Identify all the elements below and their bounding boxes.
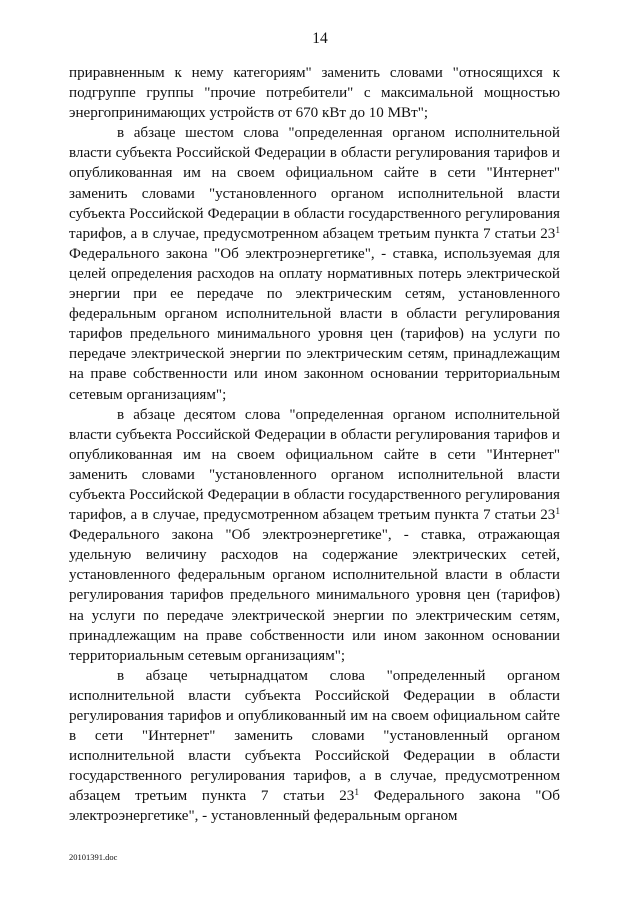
paragraph-text: в абзаце десятом слова "определенная органом исполнительной власти субъекта Российской Федерации в области регулирования тарифов и опубликованная им на своем официальном сайте в сети "Интернет" заменить словами "установленного органом исполнительной власти субъекта Российской Федерации в области государственного регулирования тарифов, а в случае, предусмотренном абзацем третьим пункта 7 статьи 23 bbox=[69, 406, 560, 524]
paragraph-abzac-6 bbox=[69, 123, 560, 404]
paragraph-text: Федерального закона "Об электроэнергетике", - ставка, отражающая удельную величину расходов на содержание электрических сетей, установленного федеральным органом исполнительной власти в области регулирования тарифов предельного минимального уровня цен (тарифов) на услуги по передаче электрической энергии по электрическим сетям, принадлежащим на праве собственности или ином законном основании территориальным сетевым организациям"; bbox=[69, 527, 560, 664]
paragraph-text: Федерального закона "Об электроэнергетике", - ставка, используемая для целей определения расходов на оплату нормативных потерь электрической энергии при ее передаче по электрическим сетям, установленного федеральным органом исполнительной власти в области регулирования тарифов предельного минимального уровня цен (тарифов) на услуги по передаче электрической энергии по электрическим сетям, принадлежащим на праве собственности или ином законном основании территориальным сетевым организациям"; bbox=[69, 245, 560, 403]
paragraph-continuation: приравненным к нему категориям" заменить словами "относящихся к подгруппе группы "прочие потребители" с максимальной мощностью энергопринимающих устройств от 670 кВт до 10 МВт"; bbox=[69, 65, 560, 122]
superscript-marker: 1 bbox=[555, 225, 560, 236]
page-number: 14 bbox=[312, 30, 328, 47]
paragraph-text: в абзаце четырнадцатом слова "определенный органом исполнительной власти субъекта Российской Федерации в области регулирования тарифов и опубликованный им на своем официальном сайте в сети "Интернет" заменить словами "установленный органом исполнительной власти субъекта Российской Федерации в области государственного регулирования тарифов, а в случае, предусмотренном абзацем третьим пункта 7 статьи 23 bbox=[69, 667, 560, 805]
paragraph-abzac-14 bbox=[69, 666, 560, 827]
paragraph-text: в абзаце шестом слова "определенная органом исполнительной власти субъекта Российской Федерации в области регулирования тарифов и опубликованная им на своем официальном сайте в сети "Интернет" заменить словами "установленного органом исполнительной власти субъекта Российской Федерации в области государственного регулирования тарифов, а в случае, предусмотренном абзацем третьим пункта 7 статьи 23 bbox=[69, 125, 560, 242]
paragraph-text: Федерального закона "Об электроэнергетике", - установленный федеральным органом bbox=[69, 788, 560, 825]
superscript-marker: 1 bbox=[555, 506, 560, 517]
document-body bbox=[69, 63, 560, 827]
footer-filename: 20101391.doc bbox=[69, 852, 118, 862]
superscript-marker: 1 bbox=[354, 788, 359, 799]
paragraph-abzac-10 bbox=[69, 405, 560, 666]
